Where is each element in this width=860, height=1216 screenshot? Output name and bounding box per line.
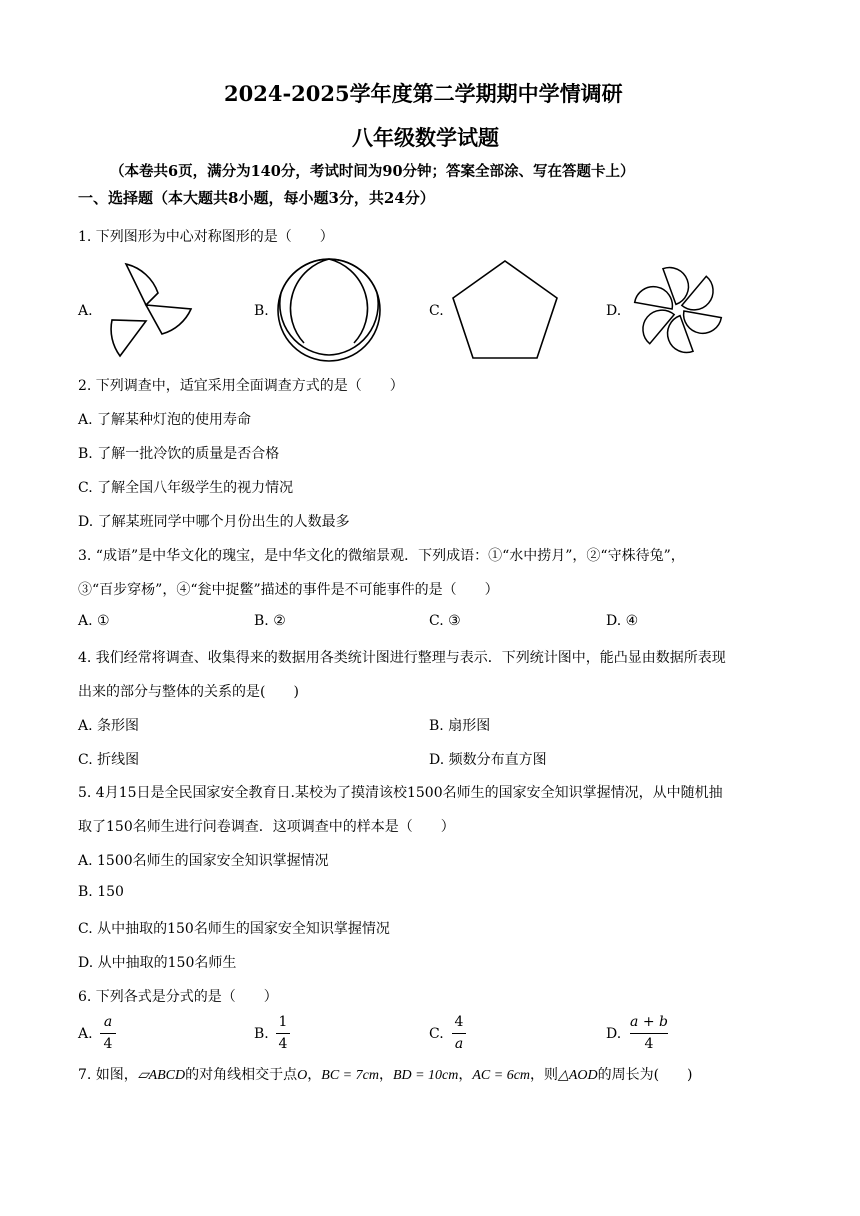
q1-option-b-label: B. [254,303,269,319]
q5-option-d: D. 从中抽取的150名师生 [78,955,237,971]
q3-option-a: A. ① [78,613,110,629]
q6-fraction-c [452,1014,466,1053]
fraction-bar [100,1033,116,1034]
q5-option-b: B. 150 [78,884,124,900]
q1-figure-a [96,255,201,365]
q4-option-c: C. 折线图 [78,752,140,768]
q7-ac: AC = 6cm [472,1068,531,1083]
question-5-line-2: 取了150名师生进行问卷调查．这项调查中的样本是（ ） [78,819,455,835]
q1-option-c-label: C. [429,303,444,319]
q5-option-a: A. 1500名师生的国家安全知识掌握情况 [78,853,329,869]
question-3-line-2: ③“百步穿杨”，④“瓮中捉鳖”描述的事件是不可能事件的是（ ） [78,582,499,598]
q4-option-b: B. 扇形图 [429,718,491,734]
q7-parallelogram: ▱ABCD [137,1068,186,1083]
numerator: 1 [278,1014,288,1030]
question-3-line-1: 3. “成语”是中华文化的瑰宝，是中华文化的微缩景观．下列成语：①“水中捞月”，②“守株待兔”， [78,548,685,564]
q6-option-b-label: B. [254,1026,269,1042]
question-2-stem: 2. 下列调查中，适宜采用全面调查方式的是（ ） [78,378,404,394]
q6-fraction-b [276,1014,290,1053]
q1-figure-c [449,258,561,362]
q7-end: 的周长为( ) [597,1067,693,1083]
denominator: 4 [644,1036,654,1052]
q6-fraction-d [630,1014,668,1053]
question-4-line-1: 4. 我们经常将调查、收集得来的数据用各类统计图进行整理与表示．下列统计图中，能凸显由数据所表现 [78,650,726,666]
q6-option-c-label: C. [429,1026,444,1042]
q1-option-d-label: D. [606,303,622,319]
q1-figure-b [274,255,384,365]
q4-option-a: A. 条形图 [78,718,140,734]
q2-option-b: B. 了解一批冷饮的质量是否合格 [78,446,280,462]
q3-option-b: B. ② [254,613,286,629]
q6-option-d-label: D. [606,1026,622,1042]
numerator: a [103,1014,113,1030]
q7-point-o: O [297,1068,308,1083]
q7-text-1: 的对角线相交于点 [185,1067,298,1083]
q1-option-a-label: A. [78,303,93,319]
fraction-bar [630,1033,668,1034]
question-4-line-2: 出来的部分与整体的关系的是( ) [78,684,299,700]
question-1-stem: 1. 下列图形为中心对称图形的是（ ） [78,229,334,245]
fraction-bar [276,1033,290,1034]
q1-figure-d [628,262,728,358]
q5-option-c: C. 从中抽取的150名师生的国家安全知识掌握情况 [78,921,390,937]
q3-option-c: C. ③ [429,613,461,629]
q7-prefix: 7. 如图， [78,1067,138,1083]
page-title: 2024-2025学年度第二学期期中学情调研 [224,81,623,106]
page-subtitle: 八年级数学试题 [352,125,499,150]
denominator: a [454,1036,464,1052]
q7-sep-3: ， [458,1067,473,1083]
denominator: 4 [278,1036,288,1052]
denominator: 4 [103,1036,113,1052]
section-heading: 一、选择题（本大题共8小题，每小题3分，共24分） [78,189,435,207]
question-5-line-1: 5. 4月15日是全民国家安全教育日.某校为了摸清该校1500名师生的国家安全知识掌握情况，从中随机抽 [78,785,723,801]
q7-sep-1: ， [307,1067,322,1083]
q2-option-a: A. 了解某种灯泡的使用寿命 [78,412,252,428]
exam-note: （本卷共6页，满分为140分，考试时间为90分钟；答案全部涂、写在答题卡上） [110,163,635,180]
numerator: 4 [454,1014,464,1030]
q3-option-d: D. ④ [606,613,639,629]
q4-option-d: D. 频数分布直方图 [429,752,547,768]
q7-bd: BD = 10cm [392,1068,459,1083]
q2-option-c: C. 了解全国八年级学生的视力情况 [78,480,294,496]
q6-fraction-a [100,1014,116,1053]
question-7-stem [78,1064,693,1084]
question-6-stem: 6. 下列各式是分式的是（ ） [78,989,278,1005]
fraction-bar [452,1033,466,1034]
q7-then: ，则 [530,1067,559,1083]
q7-triangle: △AOD [558,1068,598,1083]
q7-bc: BC = 7cm [321,1068,379,1083]
q6-option-a-label: A. [78,1026,93,1042]
numerator: a + b [630,1014,668,1030]
q2-option-d: D. 了解某班同学中哪个月份出生的人数最多 [78,514,350,530]
q7-sep-2: ， [378,1067,393,1083]
